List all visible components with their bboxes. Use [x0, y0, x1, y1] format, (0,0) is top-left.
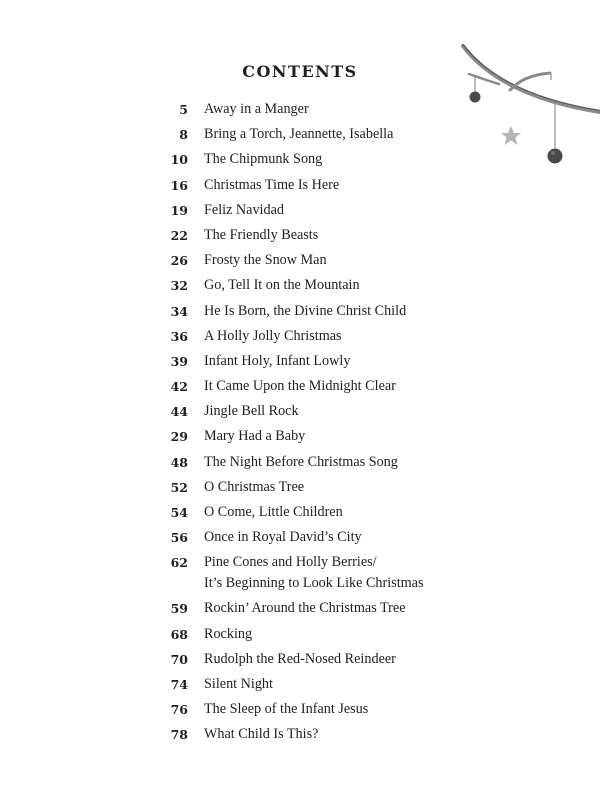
toc-entry[interactable]	[150, 225, 450, 250]
toc-entry[interactable]	[150, 527, 450, 552]
toc-entry[interactable]	[150, 99, 450, 124]
toc-entry[interactable]	[150, 301, 450, 326]
toc-entry[interactable]	[150, 649, 450, 674]
toc-entry[interactable]	[150, 624, 450, 649]
page-number: 70	[170, 651, 188, 667]
toc-entry[interactable]	[150, 552, 450, 598]
song-title: Infant Holy, Infant Lowly	[204, 352, 351, 369]
toc-entry[interactable]	[150, 250, 450, 275]
song-title: The Night Before Christmas Song	[204, 453, 398, 470]
toc-entry[interactable]	[150, 502, 450, 527]
toc-entry[interactable]	[150, 326, 450, 351]
page-number: 5	[179, 102, 188, 117]
song-title: Away in a Manger	[204, 101, 309, 117]
song-title: O Christmas Tree	[204, 478, 305, 495]
page-number: 29	[170, 429, 188, 445]
page-number: 8	[179, 127, 188, 143]
toc-entry[interactable]	[150, 724, 450, 749]
song-title: The Sleep of the Infant Jesus	[204, 701, 369, 718]
song-title: Mary Had a Baby	[204, 428, 306, 445]
toc-entry[interactable]	[150, 674, 450, 699]
page-number: 16	[170, 177, 188, 193]
toc-entry[interactable]	[150, 452, 450, 477]
page-number: 62	[170, 555, 188, 571]
song-title: Bring a Torch, Jeannette, Isabella	[204, 126, 394, 143]
toc-entry[interactable]	[150, 598, 450, 623]
ornament-icon	[470, 92, 481, 103]
song-title: O Come, Little Children	[204, 504, 343, 520]
toc-entry[interactable]	[150, 149, 450, 174]
song-title-line-2: It’s Beginning to Look Like Christmas	[204, 575, 424, 592]
song-title: Rudolph the Red-Nosed Reindeer	[204, 650, 396, 667]
page-title: CONTENTS	[242, 62, 358, 81]
toc-entry[interactable]	[150, 175, 450, 200]
song-title: Frosty the Snow Man	[204, 252, 327, 269]
song-title: Once in Royal David’s City	[204, 529, 362, 546]
toc-entry[interactable]	[150, 351, 450, 376]
page-number: 42	[170, 379, 188, 395]
page-number: 78	[170, 727, 188, 743]
song-title-line-1: Pine Cones and Holly Berries/	[204, 554, 377, 571]
toc-entry[interactable]	[150, 275, 450, 300]
song-title	[204, 552, 424, 594]
branch-icon	[455, 40, 600, 180]
page-number: 74	[170, 676, 188, 692]
page-number: 22	[170, 227, 188, 243]
song-title: Christmas Time Is Here	[204, 176, 340, 193]
page-number: 32	[170, 278, 188, 294]
song-title: Silent Night	[204, 675, 273, 692]
ornament-icon	[548, 149, 563, 164]
song-title: Jingle Bell Rock	[204, 403, 299, 420]
toc-entry[interactable]	[150, 426, 450, 451]
song-title: It Came Upon the Midnight Clear	[204, 378, 396, 395]
song-title: He Is Born, the Divine Christ Child	[204, 302, 407, 319]
page-number: 44	[170, 404, 188, 420]
toc-entry[interactable]	[150, 376, 450, 401]
star-icon	[501, 126, 521, 145]
table-of-contents	[150, 99, 450, 750]
toc-entry[interactable]	[150, 200, 450, 225]
page-number: 56	[170, 530, 188, 546]
song-title: What Child Is This?	[204, 726, 319, 743]
page-number: 48	[170, 454, 188, 470]
song-title: Go, Tell It on the Mountain	[204, 277, 360, 294]
page-number: 36	[170, 328, 188, 344]
toc-entry[interactable]	[150, 124, 450, 149]
song-title: The Friendly Beasts	[204, 226, 319, 243]
page-number: 26	[170, 253, 188, 269]
page-number: 54	[170, 505, 188, 520]
toc-entry[interactable]	[150, 401, 450, 426]
song-title: Rockin’ Around the Christmas Tree	[204, 600, 406, 617]
song-title: Rocking	[204, 625, 253, 642]
page-number: 10	[170, 152, 188, 168]
page-number: 59	[170, 601, 188, 617]
toc-entry[interactable]	[150, 477, 450, 502]
song-title: The Chipmunk Song	[204, 151, 323, 168]
song-title: A Holly Jolly Christmas	[204, 327, 342, 344]
song-title: Feliz Navidad	[204, 201, 284, 218]
page-number: 52	[170, 479, 188, 495]
page-number: 39	[170, 353, 188, 369]
page-number: 76	[170, 702, 188, 718]
page-number: 34	[170, 303, 188, 319]
page-number: 68	[170, 626, 188, 642]
toc-entry[interactable]	[150, 699, 450, 724]
page-number: 19	[170, 202, 188, 218]
